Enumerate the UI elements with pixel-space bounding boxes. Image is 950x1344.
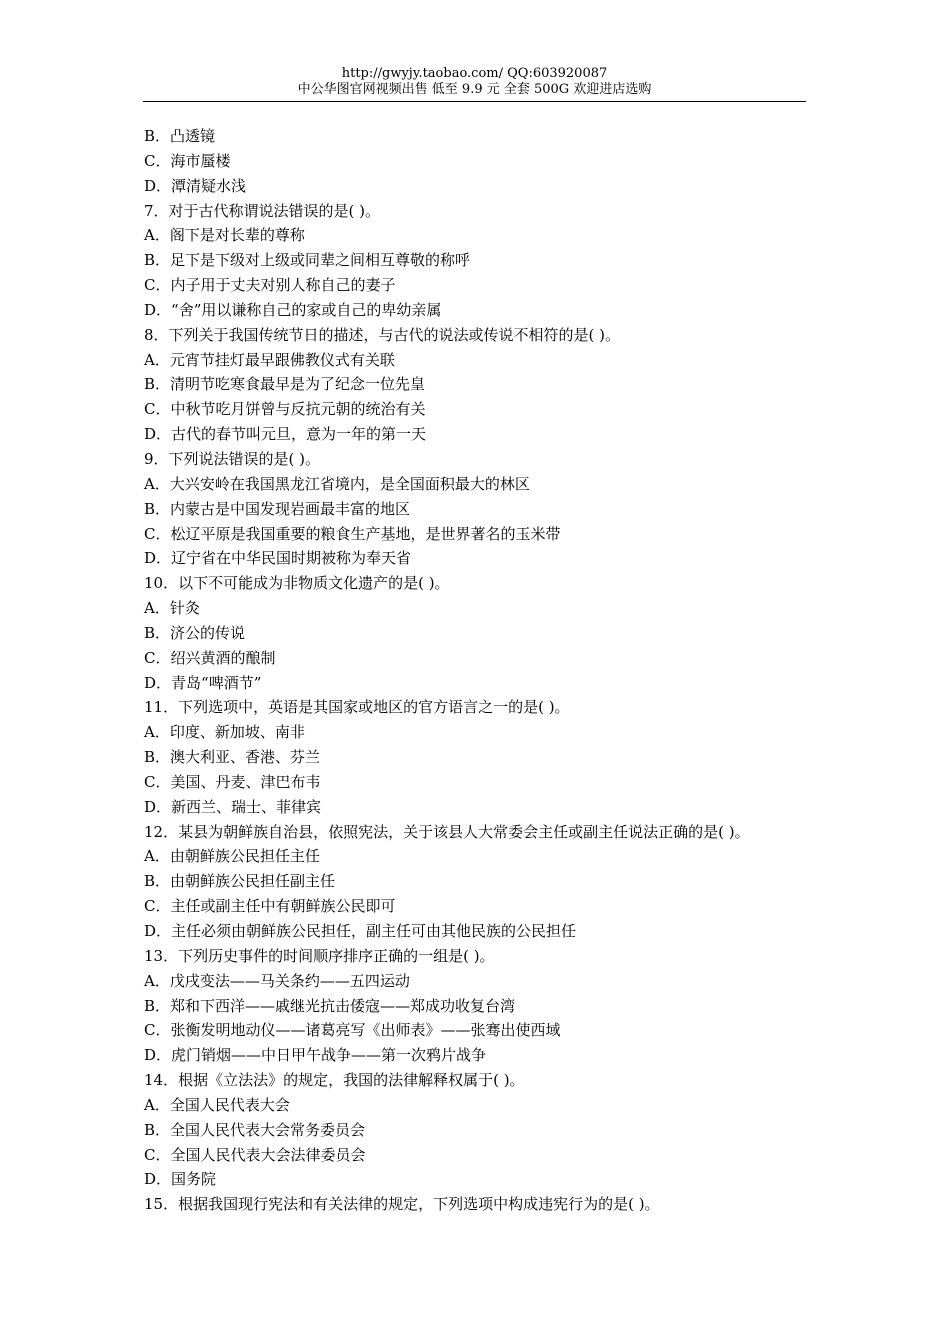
option-line: D．潭清疑水浅 — [144, 176, 247, 195]
page-header — [143, 66, 806, 98]
option-line: B．足下是下级对上级或同辈之间相互尊敬的称呼 — [144, 251, 471, 270]
option-line: A．戊戌变法——马关条约——五四运动 — [144, 971, 410, 990]
option-line: B．全国人民代表大会常务委员会 — [144, 1120, 366, 1139]
option-line: C．绍兴黄酒的酿制 — [144, 648, 276, 667]
option-line: B．内蒙古是中国发现岩画最丰富的地区 — [144, 499, 411, 518]
option-line: C．海市蜃楼 — [144, 151, 231, 170]
question-line: 15．根据我国现行宪法和有关法律的规定，下列选项中构成违宪行为的是( )。 — [144, 1195, 660, 1214]
option-line: B．郑和下西洋——戚继光抗击倭寇——郑成功收复台湾 — [144, 996, 516, 1015]
question-line: 12．某县为朝鲜族自治县，依照宪法，关于该县人大常委会主任或副主任说法正确的是( )。 — [144, 822, 750, 841]
option-line: D．青岛“啤酒节” — [144, 673, 262, 692]
option-line: A．阁下是对长辈的尊称 — [144, 226, 305, 245]
option-line: A．大兴安岭在我国黑龙江省境内，是全国面积最大的林区 — [144, 474, 530, 493]
option-line: A．针灸 — [144, 599, 200, 618]
option-line: C．全国人民代表大会法律委员会 — [144, 1145, 366, 1164]
option-line: C．美国、丹麦、津巴布韦 — [144, 772, 321, 791]
option-line: A．印度、新加坡、南非 — [144, 723, 305, 742]
question-line: 11．下列选项中，英语是其国家或地区的官方语言之一的是( )。 — [144, 698, 570, 717]
option-line: B．澳大利亚、香港、芬兰 — [144, 748, 321, 767]
option-line: D．新西兰、瑞士、菲律宾 — [144, 797, 322, 816]
option-line: A．全国人民代表大会 — [144, 1095, 290, 1114]
option-line: B．凸透镜 — [144, 127, 216, 145]
question-line: 7．对于古代称谓说法错误的是( )。 — [144, 201, 381, 220]
option-line: A．元宵节挂灯最早跟佛教仪式有关联 — [144, 350, 395, 369]
option-line: A．由朝鲜族公民担任主任 — [144, 847, 320, 866]
option-line: C．内子用于丈夫对别人称自己的妻子 — [144, 276, 396, 295]
option-line: D．虎门销烟——中日甲午战争——第一次鸦片战争 — [144, 1046, 487, 1065]
option-line: C．中秋节吃月饼曾与反抗元朝的统治有关 — [144, 400, 426, 419]
option-line: D．主任必须由朝鲜族公民担任，副主任可由其他民族的公民担任 — [144, 922, 577, 940]
header-url-qq: http://gwyjy.taobao.com/ QQ:603920087 — [341, 66, 608, 81]
question-line: 14．根据《立法法》的规定，我国的法律解释权属于( )。 — [144, 1071, 525, 1090]
option-line: C．主任或副主任中有朝鲜族公民即可 — [144, 897, 396, 916]
option-line: B．清明节吃寒食最早是为了纪念一位先皇 — [144, 375, 426, 394]
option-line: C．张衡发明地动仪——诸葛亮写《出师表》——张骞出使西域 — [144, 1021, 561, 1040]
option-line: C．松辽平原是我国重要的粮食生产基地，是世界著名的玉米带 — [144, 524, 561, 543]
option-line: B．由朝鲜族公民担任副主任 — [144, 872, 336, 891]
question-line: 9．下列说法错误的是( )。 — [144, 449, 321, 468]
question-line: 8．下列关于我国传统节日的描述，与古代的说法或传说不相符的是( )。 — [144, 325, 621, 344]
question-line: 10．以下不可能成为非物质文化遗产的是( )。 — [144, 574, 450, 593]
header-divider — [143, 101, 806, 102]
question-list — [144, 124, 824, 1217]
option-line: B．济公的传说 — [144, 623, 246, 642]
option-line: D．古代的春节叫元旦，意为一年的第一天 — [144, 425, 427, 444]
question-line: 13．下列历史事件的时间顺序排序正确的一组是( )。 — [144, 946, 495, 965]
header-advert: 中公华图官网视频出售 低至 9.9 元 全套 500G 欢迎进店选购 — [297, 82, 652, 97]
option-line: D．国务院 — [144, 1170, 217, 1189]
option-line: D．“舍”用以谦称自己的家或自己的卑幼亲属 — [144, 300, 442, 319]
option-line: D．辽宁省在中华民国时期被称为奉天省 — [144, 549, 412, 568]
